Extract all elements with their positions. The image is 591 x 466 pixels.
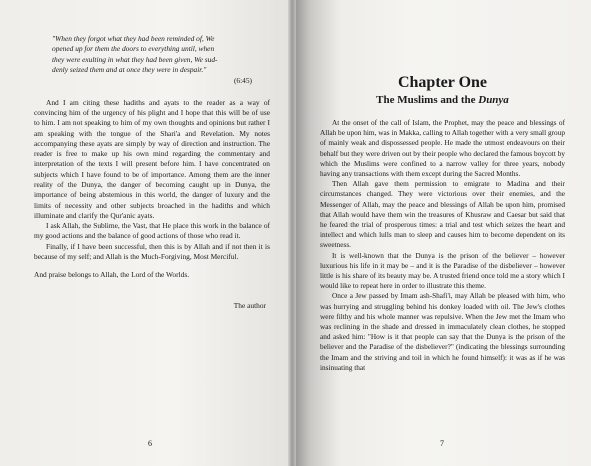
chapter-subtitle-prefix: The Muslims and the	[376, 94, 476, 106]
paragraph: And praise belongs to Allah, the Lord of the Worlds.	[34, 270, 190, 280]
paragraph: I ask Allah, the Sublime, the Vast, that He place this work in the balance of my good actions and the balance of good actions of those who read it.	[34, 221, 270, 241]
book-gutter	[288, 0, 296, 466]
page-number: 7	[440, 439, 444, 448]
author-signature: The author	[233, 300, 266, 310]
right-page	[292, 0, 591, 466]
paragraph: And I am citing these hadiths and ayats to the reader as a way of convincing him of the urgency of his plight and I hope that this will be of use to him. I am not speaking to him of my own thoughts and opinions but rather I am speaking with the tongue of the Shari'a and Revelation. My notes accompanying these ayats are simply by way of direction and instruction. The reader is free to make up his own mind regarding the commentary and interpretation of the texts I will present before him. I have concentrated on subjects which I have found to be of importance. Among them are the inner reality of the Dunya, the danger of becoming caught up in Dunya, the importance of being abstemious in this world, the danger of luxury and the limits of necessity and other subjects broached in the hadiths and which illuminate and clarify the Qur'anic ayats.	[34, 97, 270, 220]
paragraph: At the onset of the call of Islam, the Prophet, may the peace and blessings of Allah be upon him, was in Makka, calling to Allah together with a very small group of mainly weak and dispossessed people. He made the utmost endeavours on their behalf but they were driven out by their people who declared the famous boycott by which the Muslims were confined to a narrow valley for three years, nobody having any transactions with them except during the Sacred Months.	[320, 118, 565, 179]
left-page	[0, 0, 292, 466]
quote-line: "When they forgot what they had been reminded of, We	[52, 34, 215, 43]
chapter-subtitle-italic: Dunya	[478, 94, 509, 106]
page-number: 6	[148, 439, 152, 448]
quote-line: opened up for them the doors to everything until, when	[52, 44, 215, 54]
paragraph: Then Allah gave them permission to emigrate to Madina and their circumstances changed. They were victorious over their enemies, and the Messenger of Allah, may the peace and blessings of Allah be upon him, promised that Allah would have them win the treasures of Khusraw and Caesar but said that he feared the trial of prosperous times: a trial and test which seizes the heart and intellect and which lulls man to sleep and causes him to become dependent on its sweetness.	[320, 179, 565, 250]
chapter-subtitle	[320, 94, 565, 106]
quote-line: denly seized them and at once they were in despair."	[52, 65, 207, 75]
paragraph: Finally, if I have been successful, then this is by Allah and if not then it is because of my self; and Allah is the Much-Forgiving, Most Merciful.	[34, 241, 270, 262]
opening-quote	[52, 34, 270, 76]
quote-reference: (6:45)	[233, 75, 252, 85]
quote-line: they were exulting in what they had been given, We sud-	[52, 54, 218, 64]
paragraph: Once a Jew passed by Imam ash-Shafi'i, may Allah be pleased with him, who was hurrying and struggling behind his donkey loaded with oil. The Jew's clothes were filthy and his whole manner was repulsive. When the Jew met the Imam who was reclining in the shade and dressed in immaculately clean clothes, he stopped and asked him: "How is it that people can say that the Dunya is the prison of the believer and the Paradise of the disbeliever?" (indicating the blessings surrounding the Imam and the striving and toil in which he found himself): it was as if he was insinuating that	[320, 291, 565, 372]
paragraph: It is well-known that the Dunya is the prison of the believer – however luxurious his life in it may be – and it is the Paradise of the disbeliever – however little is his share of its beauty may be. A trusted friend once told me a story which I would like to repeat here in order to illustrate this theme.	[320, 250, 565, 291]
chapter-title: Chapter One	[397, 74, 488, 91]
